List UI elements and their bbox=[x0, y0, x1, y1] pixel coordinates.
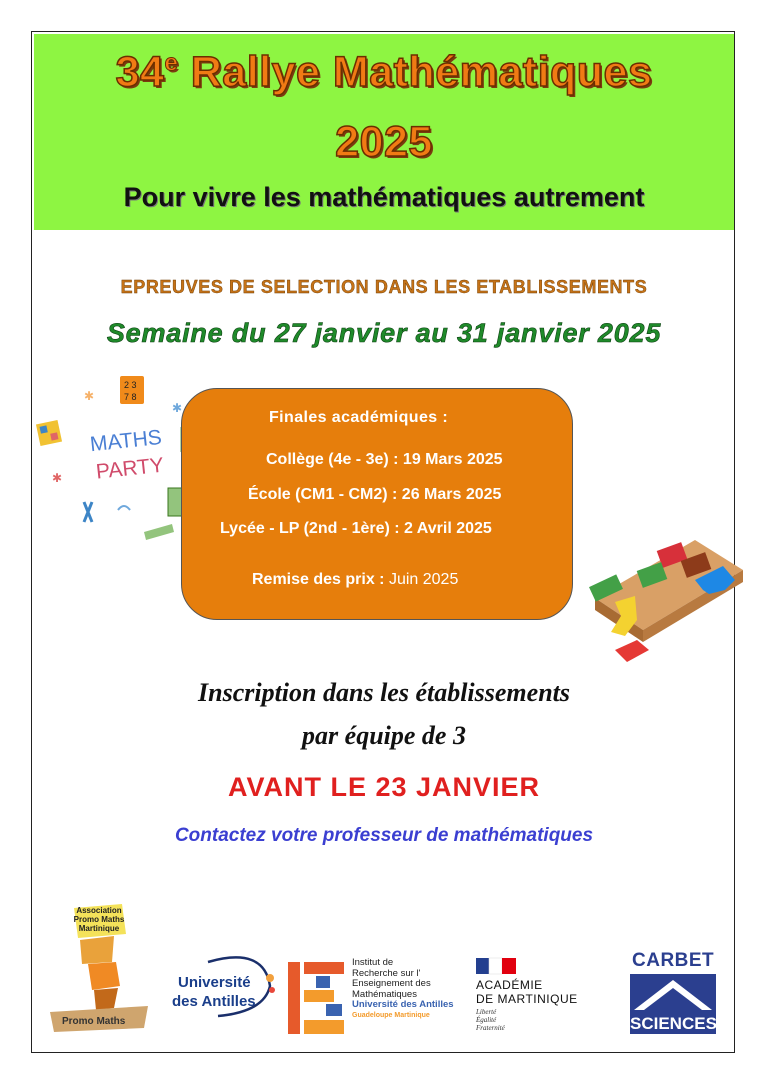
selection-heading: EPREUVES DE SELECTION DANS LES ETABLISSEMENTS bbox=[120, 277, 648, 297]
puzzle-blocks-illustration bbox=[575, 510, 755, 675]
page-title-year: 2025 bbox=[335, 118, 433, 166]
svg-text:2 3: 2 3 bbox=[124, 380, 137, 390]
contact-teacher-text: Contactez votre professeur de mathématiques bbox=[174, 825, 594, 846]
page-subtitle: Pour vivre les mathématiques autrement bbox=[123, 182, 645, 212]
universite-antilles-logo: Université des Antilles bbox=[168, 950, 280, 1020]
finals-row-lycee: Lycée - LP (2nd - 1ère) : 2 Avril 2025 bbox=[220, 520, 492, 537]
svg-text:✱: ✱ bbox=[52, 471, 63, 485]
finals-row-college: Collège (4e - 3e) : 19 Mars 2025 bbox=[266, 451, 503, 468]
irem-emblem-icon bbox=[286, 960, 348, 1036]
compass-icon bbox=[84, 502, 92, 522]
finals-panel bbox=[181, 388, 573, 620]
calculator-key-icon bbox=[36, 420, 62, 446]
promo-maths-logo: Association Promo Maths Martinique Promo Maths bbox=[44, 900, 154, 1035]
maths-party-text: MATHS bbox=[88, 425, 163, 457]
carbet-sciences-logo: CARBET SCIENCES bbox=[630, 950, 717, 1033]
finals-heading: Finales académiques : bbox=[269, 409, 449, 426]
marianne-flag-icon bbox=[476, 958, 516, 974]
svg-text:✱: ✱ bbox=[172, 401, 183, 415]
irem-logo: Institut de Recherche sur l' Enseignement des Mathématiques Université des Antilles Guadeloupe Martinique bbox=[286, 958, 456, 1038]
registration-deadline: AVANT LE 23 JANVIER bbox=[227, 772, 541, 802]
prize-date: Remise des prix : Juin 2025 bbox=[252, 571, 459, 588]
finals-row-ecole: École (CM1 - CM2) : 26 Mars 2025 bbox=[248, 486, 502, 503]
registration-line-1: Inscription dans les établissements bbox=[198, 678, 570, 707]
svg-text:7 8: 7 8 bbox=[124, 392, 137, 402]
svg-text:PARTY: PARTY bbox=[94, 453, 165, 484]
academie-martinique-logo: ACADÉMIE DE MARTINIQUE Liberté Égalité Fraternité bbox=[476, 958, 600, 1038]
selection-week: Semaine du 27 janvier au 31 janvier 2025 bbox=[106, 318, 662, 348]
registration-line-2: par équipe de 3 bbox=[302, 721, 466, 750]
ruler-icon bbox=[144, 524, 174, 540]
carbet-roof-icon bbox=[630, 974, 716, 1014]
maths-party-illustration bbox=[32, 372, 192, 572]
svg-text:✱: ✱ bbox=[84, 389, 95, 403]
page-title: 34e Rallye Mathématiques bbox=[115, 48, 653, 96]
